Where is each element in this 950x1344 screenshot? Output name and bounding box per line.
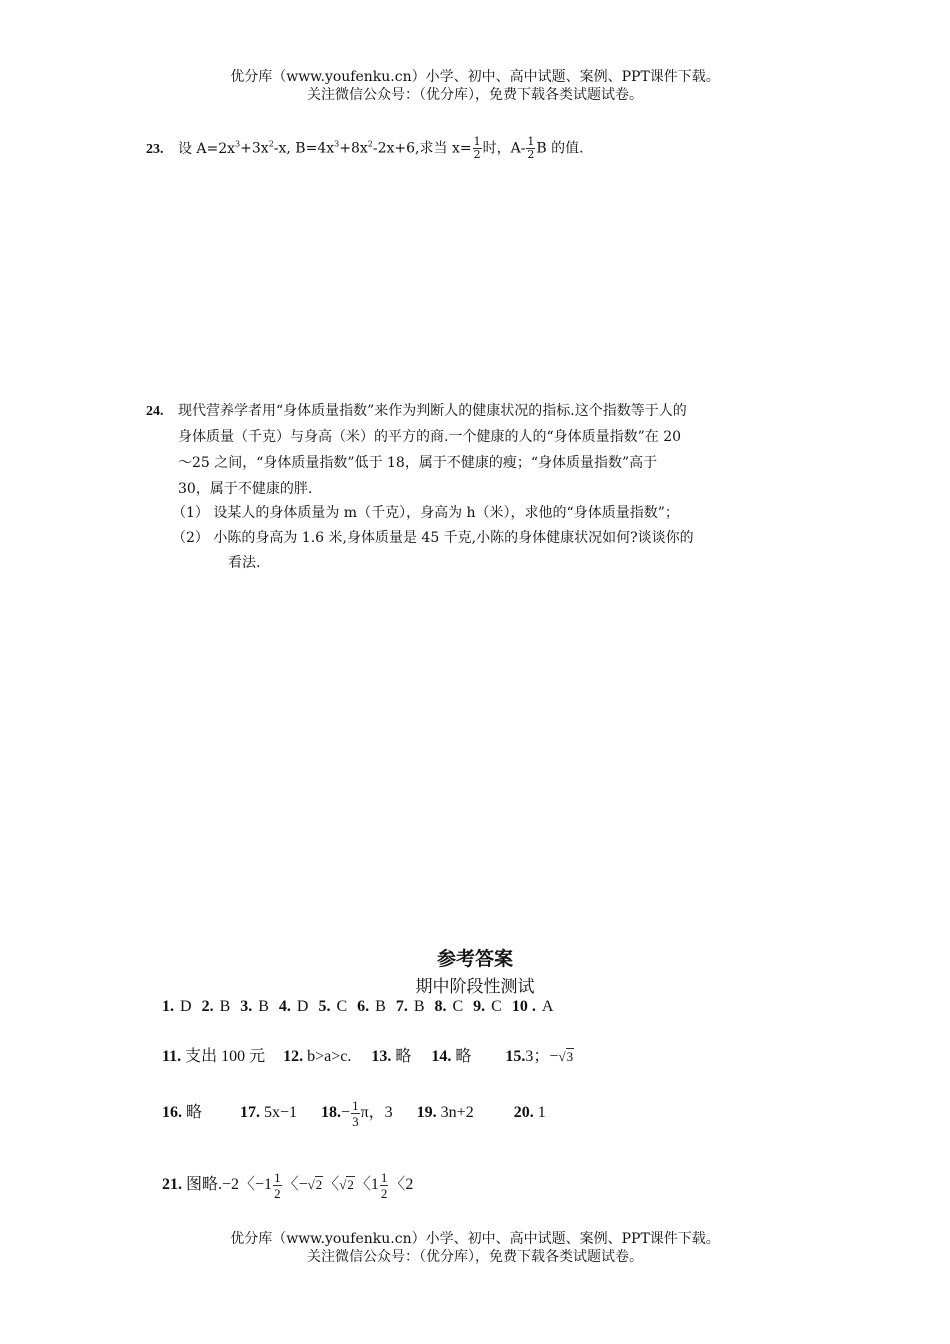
answer-number: 4. (278, 998, 291, 1015)
header-line-2: 关注微信公众号：（优分库），免费下载各类试题试卷。 (307, 87, 643, 103)
answer-number: 12. (283, 1048, 304, 1065)
answer-value: D (296, 998, 309, 1015)
answer-value: π，3 (360, 1104, 393, 1122)
answer-value: − (341, 1104, 351, 1122)
denominator: 2 (473, 148, 481, 161)
answer-value: C (491, 998, 502, 1015)
fraction (380, 1170, 389, 1201)
answer-value: C (452, 998, 464, 1015)
answer-number: 14. (431, 1048, 452, 1065)
radicand: 2 (315, 1177, 323, 1193)
answer-value: 图略.−2〈−1 (186, 1176, 273, 1194)
answers-row-4 (162, 1170, 413, 1201)
answer-value: 〈− (282, 1176, 308, 1194)
answer-value: 支出 100 元 (185, 1048, 266, 1065)
answer-value: 〈1 (354, 1176, 379, 1194)
answer-value: B (375, 998, 386, 1015)
answer-number: 7. (395, 998, 408, 1015)
answer-value: B (258, 998, 269, 1015)
q24-line-1: 现代营养学者用“身体质量指数”来作为判断人的健康状况的指标.这个指数等于人的 (177, 403, 687, 419)
radicand: 3 (566, 1049, 574, 1064)
answer-number: 1. (162, 998, 174, 1015)
q24-part-2: （2） 小陈的身高为 1.6 米,身体质量是 45 千克,小陈的身体健康状况如何?谈谈你的 (172, 530, 694, 546)
answer-number: 17. (240, 1104, 261, 1122)
q24-part-1: （1） 设某人的身体质量为 m（千克），身高为 h（米），求他的“身体质量指数”； (172, 505, 679, 521)
q23-text-b: +3x (240, 140, 269, 157)
answer-value: 3；− (525, 1048, 559, 1065)
answer-number: 19. (416, 1104, 437, 1122)
answer-number: 2. (201, 998, 214, 1015)
answer-number: 21. (162, 1176, 182, 1194)
answer-value: 略 (186, 1104, 203, 1122)
answer-value: 略 (455, 1048, 472, 1065)
sqrt: √2 (339, 1177, 354, 1193)
answer-value: B (219, 998, 231, 1015)
numerator: 1 (473, 135, 481, 148)
answers-row-1 (162, 998, 563, 1016)
answer-number: 3. (240, 998, 253, 1015)
answer-number: 6. (357, 998, 370, 1015)
answer-number: 13. (371, 1048, 392, 1065)
q24-line-2: 身体质量（千克）与身高（米）的平方的商.一个健康的人的“身体质量指数”在 20 (178, 429, 682, 445)
fraction (526, 136, 535, 161)
fraction (273, 1170, 282, 1201)
answer-number: 9. (473, 998, 486, 1015)
denominator: 3 (352, 1114, 359, 1129)
sqrt: √2 (307, 1177, 323, 1193)
numerator: 1 (380, 1170, 388, 1185)
q24-line-3: ～25 之间，“身体质量指数”低于 18，属于不健康的瘦；“身体质量指数”高于 (178, 455, 658, 471)
answer-number: 18. (321, 1104, 342, 1122)
answer-value: b>a>c. (307, 1048, 352, 1065)
answers-title: 参考答案 (436, 948, 513, 970)
answers-subtitle: 期中阶段性测试 (415, 977, 535, 997)
numerator: 1 (527, 135, 535, 148)
answer-value: D (180, 998, 192, 1015)
q24-line-4: 30，属于不健康的胖. (178, 481, 313, 497)
answer-value: 3n+2 (440, 1104, 474, 1122)
question-24 (146, 400, 687, 420)
answer-value: C (336, 998, 348, 1015)
footer-line-2: 关注微信公众号：（优分库），免费下载各类试题试卷。 (307, 1249, 643, 1265)
answer-value: 〈 (323, 1176, 340, 1194)
question-23 (146, 136, 584, 161)
exponent: 2 (268, 139, 274, 149)
q23-text-f: 时，A- (482, 140, 526, 157)
answer-value: B (413, 998, 425, 1015)
q23-text-g: B 的值. (536, 140, 584, 157)
answer-value: 〈2 (389, 1176, 414, 1194)
numerator: 1 (352, 1098, 359, 1113)
answers-row-3 (162, 1098, 546, 1129)
q24-part-2-cont: 看法. (228, 555, 261, 571)
question-number: 23. (146, 141, 164, 157)
answer-value: 略 (395, 1048, 412, 1065)
exponent: 3 (235, 139, 241, 149)
answers-row-2 (162, 1043, 574, 1066)
answer-number: 16. (162, 1104, 182, 1122)
question-number: 24. (146, 404, 164, 419)
q23-text-d: +8x (339, 140, 368, 157)
answer-number: 8. (434, 998, 447, 1015)
fraction (473, 136, 482, 161)
footer-line-1: 优分库（www.youfenku.cn）小学、初中、高中试题、案例、PPT课件下载。 (230, 1231, 720, 1247)
answer-number: 11. (162, 1048, 182, 1065)
answer-number: 20. (513, 1104, 534, 1122)
q23-text-c: -x, B=4x (273, 140, 335, 157)
answer-value: 5x−1 (264, 1104, 298, 1122)
answer-value: 1 (537, 1104, 546, 1122)
answer-number: 5. (318, 998, 331, 1015)
q23-text-a: 设 A=2x (177, 140, 236, 157)
header-line-1: 优分库（www.youfenku.cn）小学、初中、高中试题、案例、PPT课件下载。 (230, 69, 720, 85)
answer-number: 15. (505, 1048, 526, 1065)
exponent: 3 (334, 139, 340, 149)
numerator: 1 (274, 1170, 281, 1185)
denominator: 2 (274, 1186, 281, 1201)
exponent: 2 (367, 139, 373, 149)
denominator: 2 (380, 1186, 388, 1201)
answer-value: A (541, 998, 554, 1015)
answer-number: 10 . (511, 998, 536, 1015)
fraction (351, 1098, 360, 1129)
denominator: 2 (527, 148, 535, 161)
q23-text-e: -2x+6,求当 x= (372, 140, 472, 157)
sqrt: √3 (558, 1049, 574, 1064)
radicand: 2 (347, 1177, 354, 1193)
